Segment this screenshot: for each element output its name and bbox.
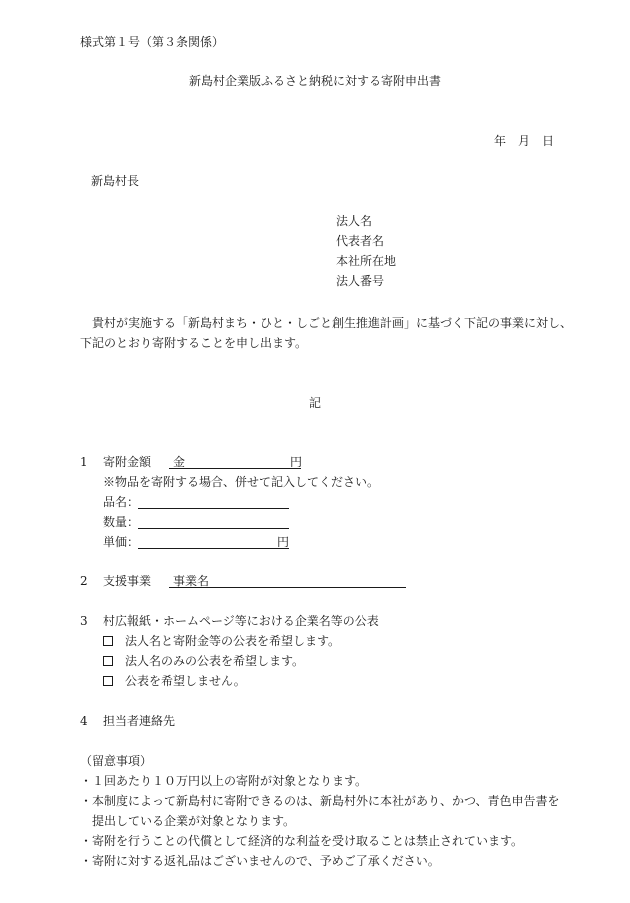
publication-option[interactable] [103,675,246,687]
item-3-number: 3 [80,614,88,628]
item-1-label: 寄附金額 [103,455,152,469]
item-2-number: 2 [80,574,88,588]
goods-note: ※物品を寄附する場合、併せて記入してください。 [103,475,380,489]
note-2-line-2: 提出している企業が対象となります。 [92,814,296,828]
intro-line-2: 下記のとおり寄附することを申し出ます。 [80,336,308,350]
item-4-number: 4 [80,714,88,728]
publication-option[interactable] [103,635,340,647]
date-line: 年 月 日 [494,134,555,148]
note-1: ・１回あたり１０万円以上の寄附が対象となります。 [80,774,368,788]
head-office-label: 本社所在地 [336,254,397,268]
item-3-label: 村広報紙・ホームページ等における企業名等の公表 [103,614,379,628]
publication-option-label: 公表を希望しません。 [125,674,246,688]
amount-unit: 円 [290,455,303,469]
corp-name-label: 法人名 [336,214,373,228]
project-name-field-line[interactable] [169,587,406,588]
intro-line-1: 貴村が実施する「新島村まち・ひと・しごと創生推進計画」に基づく下記の事業に対し、 [92,316,573,330]
quantity-label: 数量： [103,515,140,529]
publication-option[interactable] [103,655,304,667]
checkbox[interactable] [103,676,113,686]
amount-prefix: 金 [173,455,186,469]
document-title: 新島村企業版ふるさと納税に対する寄附申出書 [188,74,441,88]
publication-option-label: 法人名のみの公表を希望します。 [125,654,305,668]
checkbox[interactable] [103,656,113,666]
unit-price-field-line[interactable] [138,548,289,549]
note-3: ・寄附を行うことの代償として経済的な利益を受け取ることは禁止されています。 [80,834,524,848]
form-number: 様式第１号（第３条関係） [80,35,225,49]
amount-field-line[interactable] [169,468,301,469]
goods-name-label: 品名： [103,495,140,509]
quantity-field-line[interactable] [138,528,289,529]
project-name-label: 事業名 [173,574,210,588]
unit-price-unit: 円 [277,535,290,549]
item-4-label: 担当者連絡先 [103,714,176,728]
note-4: ・寄附に対する返礼品はございませんので、予めご了承ください。 [80,854,440,868]
addressee: 新島村長 [91,174,140,188]
unit-price-label: 単価： [103,535,140,549]
checkbox[interactable] [103,636,113,646]
goods-name-field-line[interactable] [138,508,289,509]
item-1-number: 1 [80,455,88,469]
publication-option-label: 法人名と寄附金等の公表を希望します。 [125,634,341,648]
item-2-label: 支援事業 [103,574,152,588]
notes-heading: （留意事項） [80,754,153,768]
ki-heading: 記 [308,396,321,410]
corp-number-label: 法人番号 [336,274,385,288]
representative-label: 代表者名 [336,234,385,248]
note-2-line-1: ・本制度によって新島村に寄附できるのは、新島村外に本社があり、かつ、青色申告書を [80,794,560,808]
